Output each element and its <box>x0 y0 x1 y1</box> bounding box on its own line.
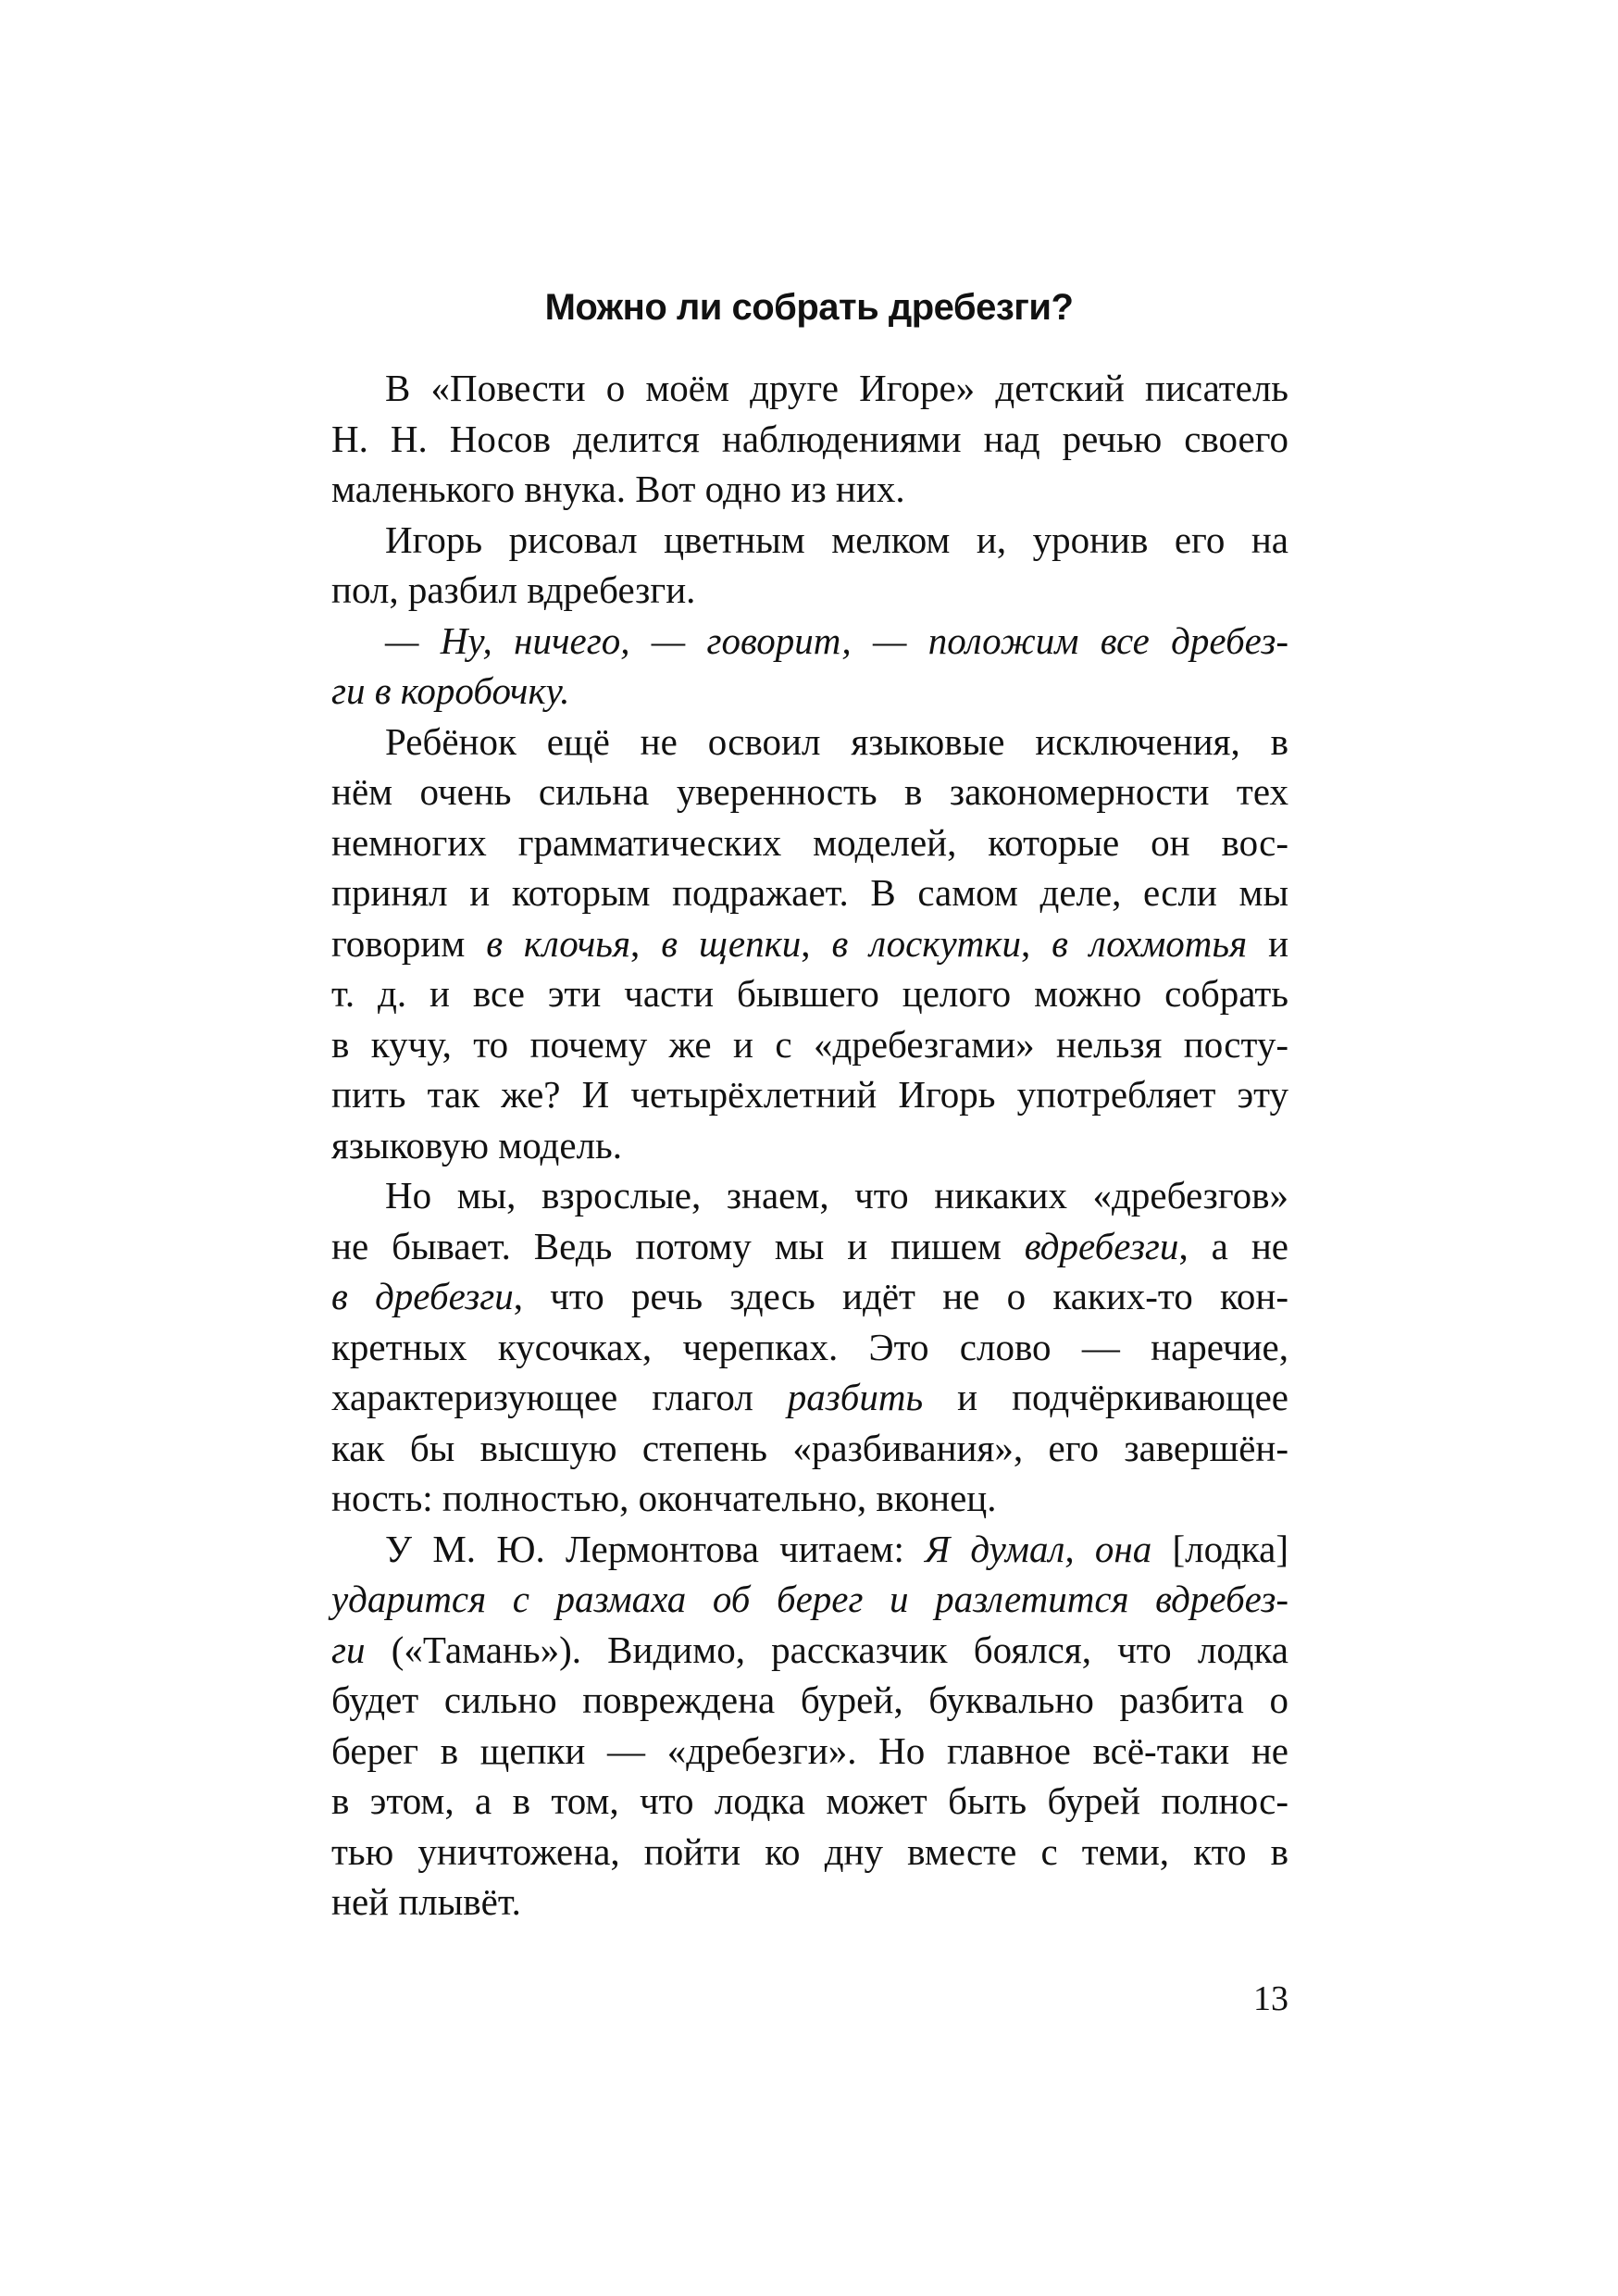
text-segment: , <box>1020 921 1052 965</box>
text-segment: , что речь здесь идёт не о каких-то кон- <box>513 1275 1288 1317</box>
text-segment: Игорь рисовал цветным мелком и, уронив его на <box>385 518 1288 561</box>
text-segment: немногих грамматических моделей, которые он вос- <box>331 820 1288 864</box>
text-segment: принял и которым подражает. В самом деле, если мы <box>331 871 1288 914</box>
italic-segment: ги в коробочку. <box>331 669 570 712</box>
text-segment: характеризующее глагол <box>331 1376 788 1418</box>
text-segment: ность: полностью, окончательно, вконец. <box>331 1477 997 1519</box>
text-line-6 <box>331 616 1288 667</box>
italic-segment: Я думал, она <box>925 1527 1152 1570</box>
italic-segment: в лохмотья <box>1052 921 1248 965</box>
text-line-13 <box>331 968 1288 1019</box>
text-segment: и <box>1247 921 1289 965</box>
text-segment: т. д. и все эти части бывшего целого можно собрать <box>331 972 1288 1015</box>
text-segment: и подчёркивающее <box>923 1376 1288 1418</box>
text-line-17 <box>331 1170 1288 1221</box>
text-line-24 <box>331 1524 1288 1575</box>
text-segment: будет сильно повреждена бурей, буквально разбита о <box>331 1678 1288 1721</box>
text-segment: в кучу, то почему же и с «дребезгами» нельзя посту- <box>331 1022 1288 1066</box>
text-line-15 <box>331 1069 1288 1120</box>
text-line-2 <box>331 414 1288 465</box>
text-segment: пол, разбил вдребезги. <box>331 568 696 611</box>
text-line-28 <box>331 1726 1288 1777</box>
text-segment: («Тамань»). Видимо, рассказчик боялся, что лодка <box>365 1628 1288 1671</box>
text-segment: тью уничтожена, пойти ко дну вместе с теми, кто в <box>331 1829 1288 1873</box>
text-segment: , а не <box>1178 1224 1288 1267</box>
text-segment: как бы высшую степень «разбивания», его завершён- <box>331 1426 1288 1469</box>
italic-segment: ги <box>331 1628 366 1671</box>
text-line-3 <box>331 464 1288 515</box>
text-segment: берег в щепки — «дребезги». Но главное всё-таки не <box>331 1728 1288 1772</box>
text-line-10 <box>331 817 1288 868</box>
page-number: 13 <box>1253 1979 1288 2018</box>
text-segment: Но мы, взрослые, знаем, что никаких «дребезгов» <box>385 1174 1288 1217</box>
text-line-7 <box>331 666 1288 717</box>
text-segment: кретных кусочках, черепках. Это слово — наречие, <box>331 1325 1288 1368</box>
page-title: Можно ли собрать дребезги? <box>544 287 1074 328</box>
italic-segment: ударится с размаха об берег и разлетится вдребез- <box>331 1578 1288 1620</box>
text-line-26 <box>331 1625 1288 1676</box>
text-line-1 <box>331 363 1288 414</box>
text-line-23 <box>331 1473 1288 1524</box>
text-segment: , <box>801 921 832 965</box>
italic-segment: в клочья <box>486 921 631 965</box>
text-segment: маленького внука. Вот одно из них. <box>331 468 905 510</box>
text-line-27 <box>331 1675 1288 1726</box>
text-line-16 <box>331 1120 1288 1171</box>
text-segment: языковую модель. <box>331 1123 623 1167</box>
text-segment: [лодка] <box>1151 1527 1288 1570</box>
italic-segment: в дребезги <box>331 1275 514 1317</box>
text-line-12 <box>331 918 1288 969</box>
text-segment: в этом, а в том, что лодка может быть бурей полнос- <box>331 1779 1288 1822</box>
text-segment: пить так же? И четырёхлетний Игорь употребляет эту <box>331 1073 1288 1116</box>
text-line-18 <box>331 1221 1288 1272</box>
italic-segment: вдребезги <box>1024 1224 1179 1267</box>
body-text <box>331 363 1288 1928</box>
text-line-11 <box>331 867 1288 918</box>
text-segment: В «Повести о моём друге Игоре» детский писатель <box>385 367 1288 409</box>
italic-segment: в лоскутки <box>831 921 1021 965</box>
text-line-8 <box>331 717 1288 767</box>
text-line-29 <box>331 1776 1288 1827</box>
text-segment: говорим <box>331 921 487 965</box>
text-line-4 <box>331 515 1288 566</box>
text-line-9 <box>331 767 1288 817</box>
text-segment: Н. Н. Носов делится наблюдениями над речью своего <box>331 417 1288 460</box>
text-segment: нём очень сильна уверенность в закономерности тех <box>331 770 1288 813</box>
text-segment: , <box>630 921 662 965</box>
text-line-25 <box>331 1574 1288 1625</box>
text-line-21 <box>331 1372 1288 1423</box>
text-segment: ней плывёт. <box>331 1880 521 1923</box>
text-segment: Ребёнок ещё не освоил языковые исключения, в <box>385 719 1288 763</box>
italic-segment: в щепки <box>661 921 802 965</box>
text-segment: не бывает. Ведь потому мы и пишем <box>331 1224 1025 1267</box>
text-line-22 <box>331 1423 1288 1474</box>
text-line-19 <box>331 1271 1288 1322</box>
text-line-20 <box>331 1322 1288 1373</box>
text-segment: У М. Ю. Лермонтова читаем: <box>385 1527 926 1570</box>
text-line-31 <box>331 1877 1288 1928</box>
text-line-14 <box>331 1019 1288 1070</box>
italic-segment: разбить <box>787 1376 924 1418</box>
text-line-30 <box>331 1827 1288 1878</box>
text-line-5 <box>331 565 1288 616</box>
italic-segment: — Ну, ничего, — говорит, — положим все дребез- <box>385 618 1288 662</box>
